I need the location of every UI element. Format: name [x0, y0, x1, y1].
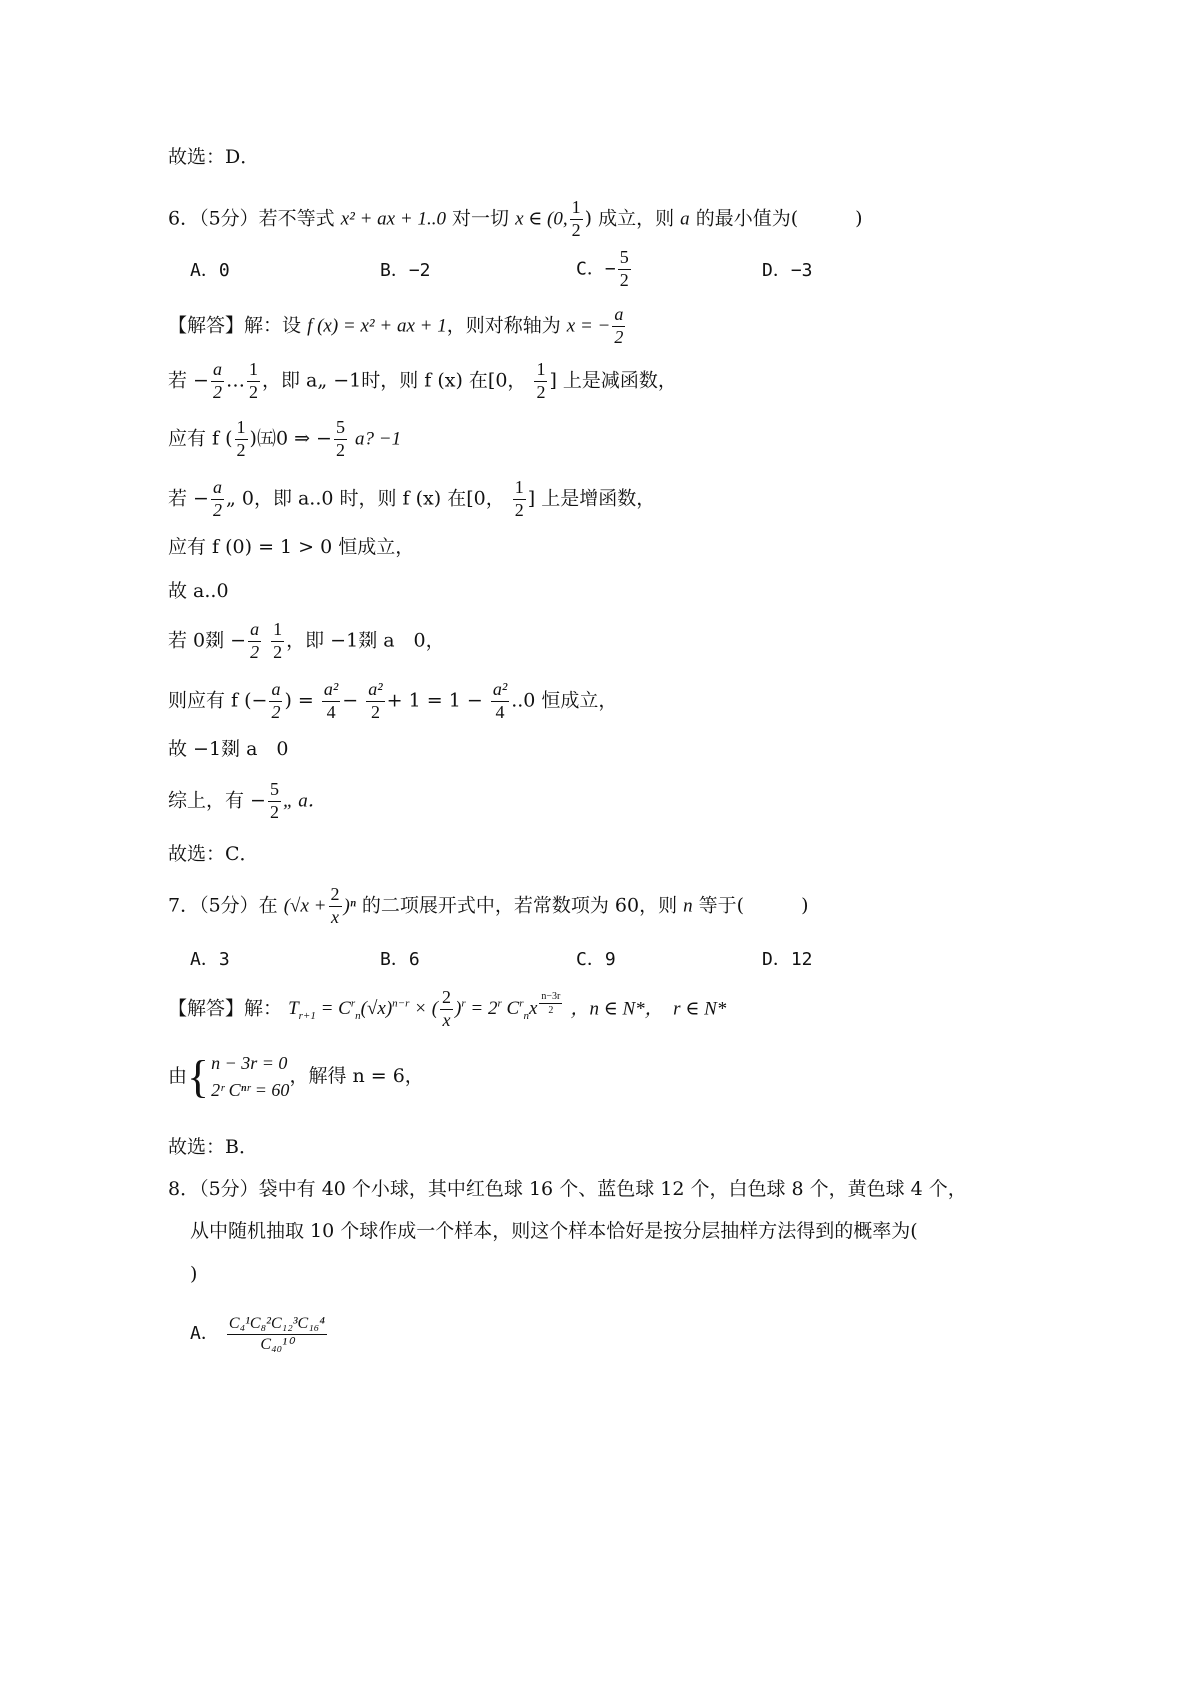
question-8-line-1: 8．（5分）袋中有 40 个小球，其中红色球 16 个、蓝色球 12 个，白色球 8 个，黄色球 4 个， [168, 1178, 967, 1200]
solution-6-line-3: 应有 f ( $\frac{1}{2}$ )㈤0 ⇒ − $\frac{5}{2}$ a? −1 [168, 417, 402, 460]
option-7a: A．3 [190, 949, 230, 970]
answer-line-c: 故选：C． [168, 843, 259, 865]
solution-6-line-9: 故 −1剟 a 0 [168, 738, 289, 760]
solution-6-line-6: 故 a..0 [168, 580, 229, 602]
solution-6-line-8: 则应有 f (− $\frac{a}{2}$ ) = $\frac{\text{a²}}{4}$ − $\frac{\text{a²}}{2}$ + 1 = 1 − $\frac{\text{a²}}{4}$ ..0 恒成立， [168, 679, 618, 722]
option-6a: A．0 [190, 260, 230, 281]
option-8a: A． $\frac{\text{C₄¹C₈²C₁₂³C₁₆⁴}}{\text{C₄₀¹⁰}}$ [190, 1315, 325, 1353]
option-7b: B．6 [380, 949, 420, 970]
option-7c: C．9 [576, 949, 616, 970]
option-6c: C．− $\frac{5}{2}$ [576, 247, 629, 290]
question-8-line-2: 从中随机抽取 10 个球作成一个样本，则这个样本恰好是按分层抽样方法得到的概率为( [190, 1220, 918, 1242]
answer-line-b: 故选：B． [168, 1136, 258, 1158]
option-6b: B．−2 [380, 260, 431, 281]
question-8-line-3: ) [190, 1263, 198, 1285]
solution-6-line-1: 【解答】解：设 f (x) = x² + ax + 1，则对称轴为 x = − $\frac{a}{2}$ [168, 304, 624, 347]
system-brace: { [187, 1051, 210, 1102]
answer-line-d: 故选：D． [168, 146, 260, 168]
solution-6-line-4: 若 − $\frac{a}{2}$ „ 0，即 a..0 时，则 f (x) 在[0， $\frac{1}{2}$ ] 上是增函数， [168, 477, 656, 520]
solution-6-line-10: 综上，有 − $\frac{5}{2}$ „ a． [168, 779, 327, 822]
solution-7-line-1: 【解答】解： $T_{r+1} = C^r_n(√x)^{n-r}$ × ( $\frac{2}{x}$ )$^r = 2^r$ $C^r_nx$ $^{\frac{n-3r}{2}}$ ，n ∈ N*， r ∈ N* [168, 987, 727, 1030]
solution-6-line-7: 若 0剟 − $\frac{a}{2}$ $\frac{1}{2}$ ，即 −1剟 a 0， [168, 619, 445, 662]
solution-6-line-5: 应有 f (0) = 1 > 0 恒成立， [168, 536, 415, 558]
solution-7-line-2: 由{ n − 3r = 0 2ʳ Cⁿʳ = 60 ，解得 n = 6， [168, 1051, 424, 1102]
option-6d: D．−3 [762, 260, 813, 281]
option-7d: D．12 [762, 949, 813, 970]
question-7-stem: 7．（5分）在 (√x + $\frac{2}{x}$ )ⁿ 的二项展开式中，若常数项为 60，则 n 等于( ) [168, 884, 809, 927]
question-6-stem: 6．（5分）若不等式 x² + ax + 1..0 对一切 x ∈ (0, $\frac{1}{2}$ ) 成立，则 a 的最小值为( ) [168, 197, 863, 240]
solution-6-line-2: 若 − $\frac{a}{2}$ … $\frac{1}{2}$ ，即 a„ −1时，则 f (x) 在[0， $\frac{1}{2}$ ] 上是减函数， [168, 359, 677, 402]
